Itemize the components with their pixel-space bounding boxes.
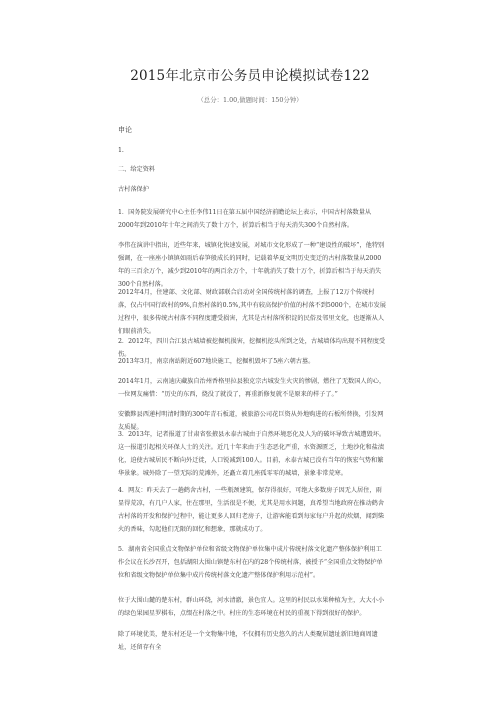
topic-heading: 古村落保护: [118, 186, 149, 193]
paragraph: 1．国务院发展研究中心主任李伟11日在第五届中国经济前瞻论坛上表示，中国古村落数量从2000年到2010年十年之间消失了数十万个，折算后相当于每天消失300个自然村落。: [118, 209, 372, 229]
part-heading: 二、给定资料: [118, 166, 156, 173]
question-number: 1.: [118, 147, 124, 154]
paragraph: 除了环境优美，楚东村还是一个文物集中地，不仅拥有历史悠久的古人类聚居遗址新旧地商周遗址，还留存有全: [118, 631, 378, 651]
paragraph: 2．2012年，四川合江县古城墙被挖掘机损害，挖掘机挖头所到之处，古城墙体均出现不同程度受伤。: [118, 338, 386, 358]
paragraph: 2013年3月，南京南站附近607地块施工，挖掘机毁坏了5座六朝古墓。: [118, 358, 315, 365]
paragraph: 李伟在演讲中指出，近些年来，城镇化快速发展，对城市文化形成了一种“建设性的破坏”，他特别强调，在一座座小镇镇如雨后春笋般成长的同时，记载着华夏文明历史变迁的古村落数量从2000年的三百余万个，减少到2010年的两百余万个，十年就消失了数十万个，折算后相当于每天消失300个自然村落。: [118, 242, 385, 288]
paragraph: 4．网友：昨天去了一趟鹤舍古村，一些瓶颈建筑，保存得很好，可绝大多数房子因无人居住，雨显得荒凉，有几户人家，住在那里，生活很是不便，尤其是用水问题，真希望当地政府在推动鹤舍古村落的开发和保护过程中，能让更多人回归老房子，让游客能看到每家每户升起的炊烟，闻到柴火的香味，勾起他们无限的回忆和想象，那就成功了。: [118, 487, 385, 533]
paragraph: 2014年1月，云南迪庆藏族自治州香格里拉县独克宗古城发生火灾的惨剧，燃往了无数国人的心，一位网友痛惜：“历史的东西，烧没了就没了，再重新修复就不是原来的样子了。”: [118, 378, 386, 398]
paragraph: 2012年4月，住建部、文化部、财政部联合启动对全国传统村落的调查，上报了12万个传统村落，仅占中国行政村的9%,自然村落的0.5%,其中有较高保护价值的村落不到5000个，在城市发展过程中，很多传统古村落不同程度遭受损害，尤其是古村落所积淀的民俗及邻里文化，也逐渐从人们眼前消失。: [118, 289, 386, 335]
paragraph: 3．2013年，记者报道了甘肃省张掖县永泰古城由于自然环境恶化及人为的破坏导致古城遭毁坏。这一报道引起相关环保人士的关注。近几十年来由于生态恶化严重，水资源匮乏，土地沙化和盐渍化，迫使古城居民不断向外迁徙，人口锐减到100人。目前，永泰古城已没有当年的恢宏气势和繁华景象。城外除了一望无际的荒滩外，还矗立着几座孤零零的城墙，景象非常荒寒。: [118, 431, 386, 477]
exam-info: （总分：1.00,做题时间：150分钟）: [197, 96, 303, 104]
page-title: 2015年北京市公务员申论模拟试卷122: [130, 68, 370, 84]
paragraph: 安徽黟县西递村明清时期的300年青石板道，被旅游公司花巨资从外地购进的石板所替换，引发网友质疑。: [118, 411, 384, 431]
paragraph: 5．湖南省全国重点文物保护单位和省级文物保护单位集中成片传统村落文化遗产整体保护利用工作会议在长沙召开，包括湖阳大围山镇楚东村在内的28个传统村落，被授予“全国重点文物保护单位和省级文物保护单位集中成片传统村落文化遗产整体保护利用示范村”。: [118, 546, 383, 579]
paragraph: 位于大围山麓的楚东村，群山环绕，河水清澈，景色宜人。这里的村民以水果种植为主，大大小小的绿色果园星罗棋布，点缀在村落之中。村庄的生态环境在村民的重视下得到很好的保护。: [118, 597, 385, 617]
section-heading: 申论: [118, 126, 132, 134]
